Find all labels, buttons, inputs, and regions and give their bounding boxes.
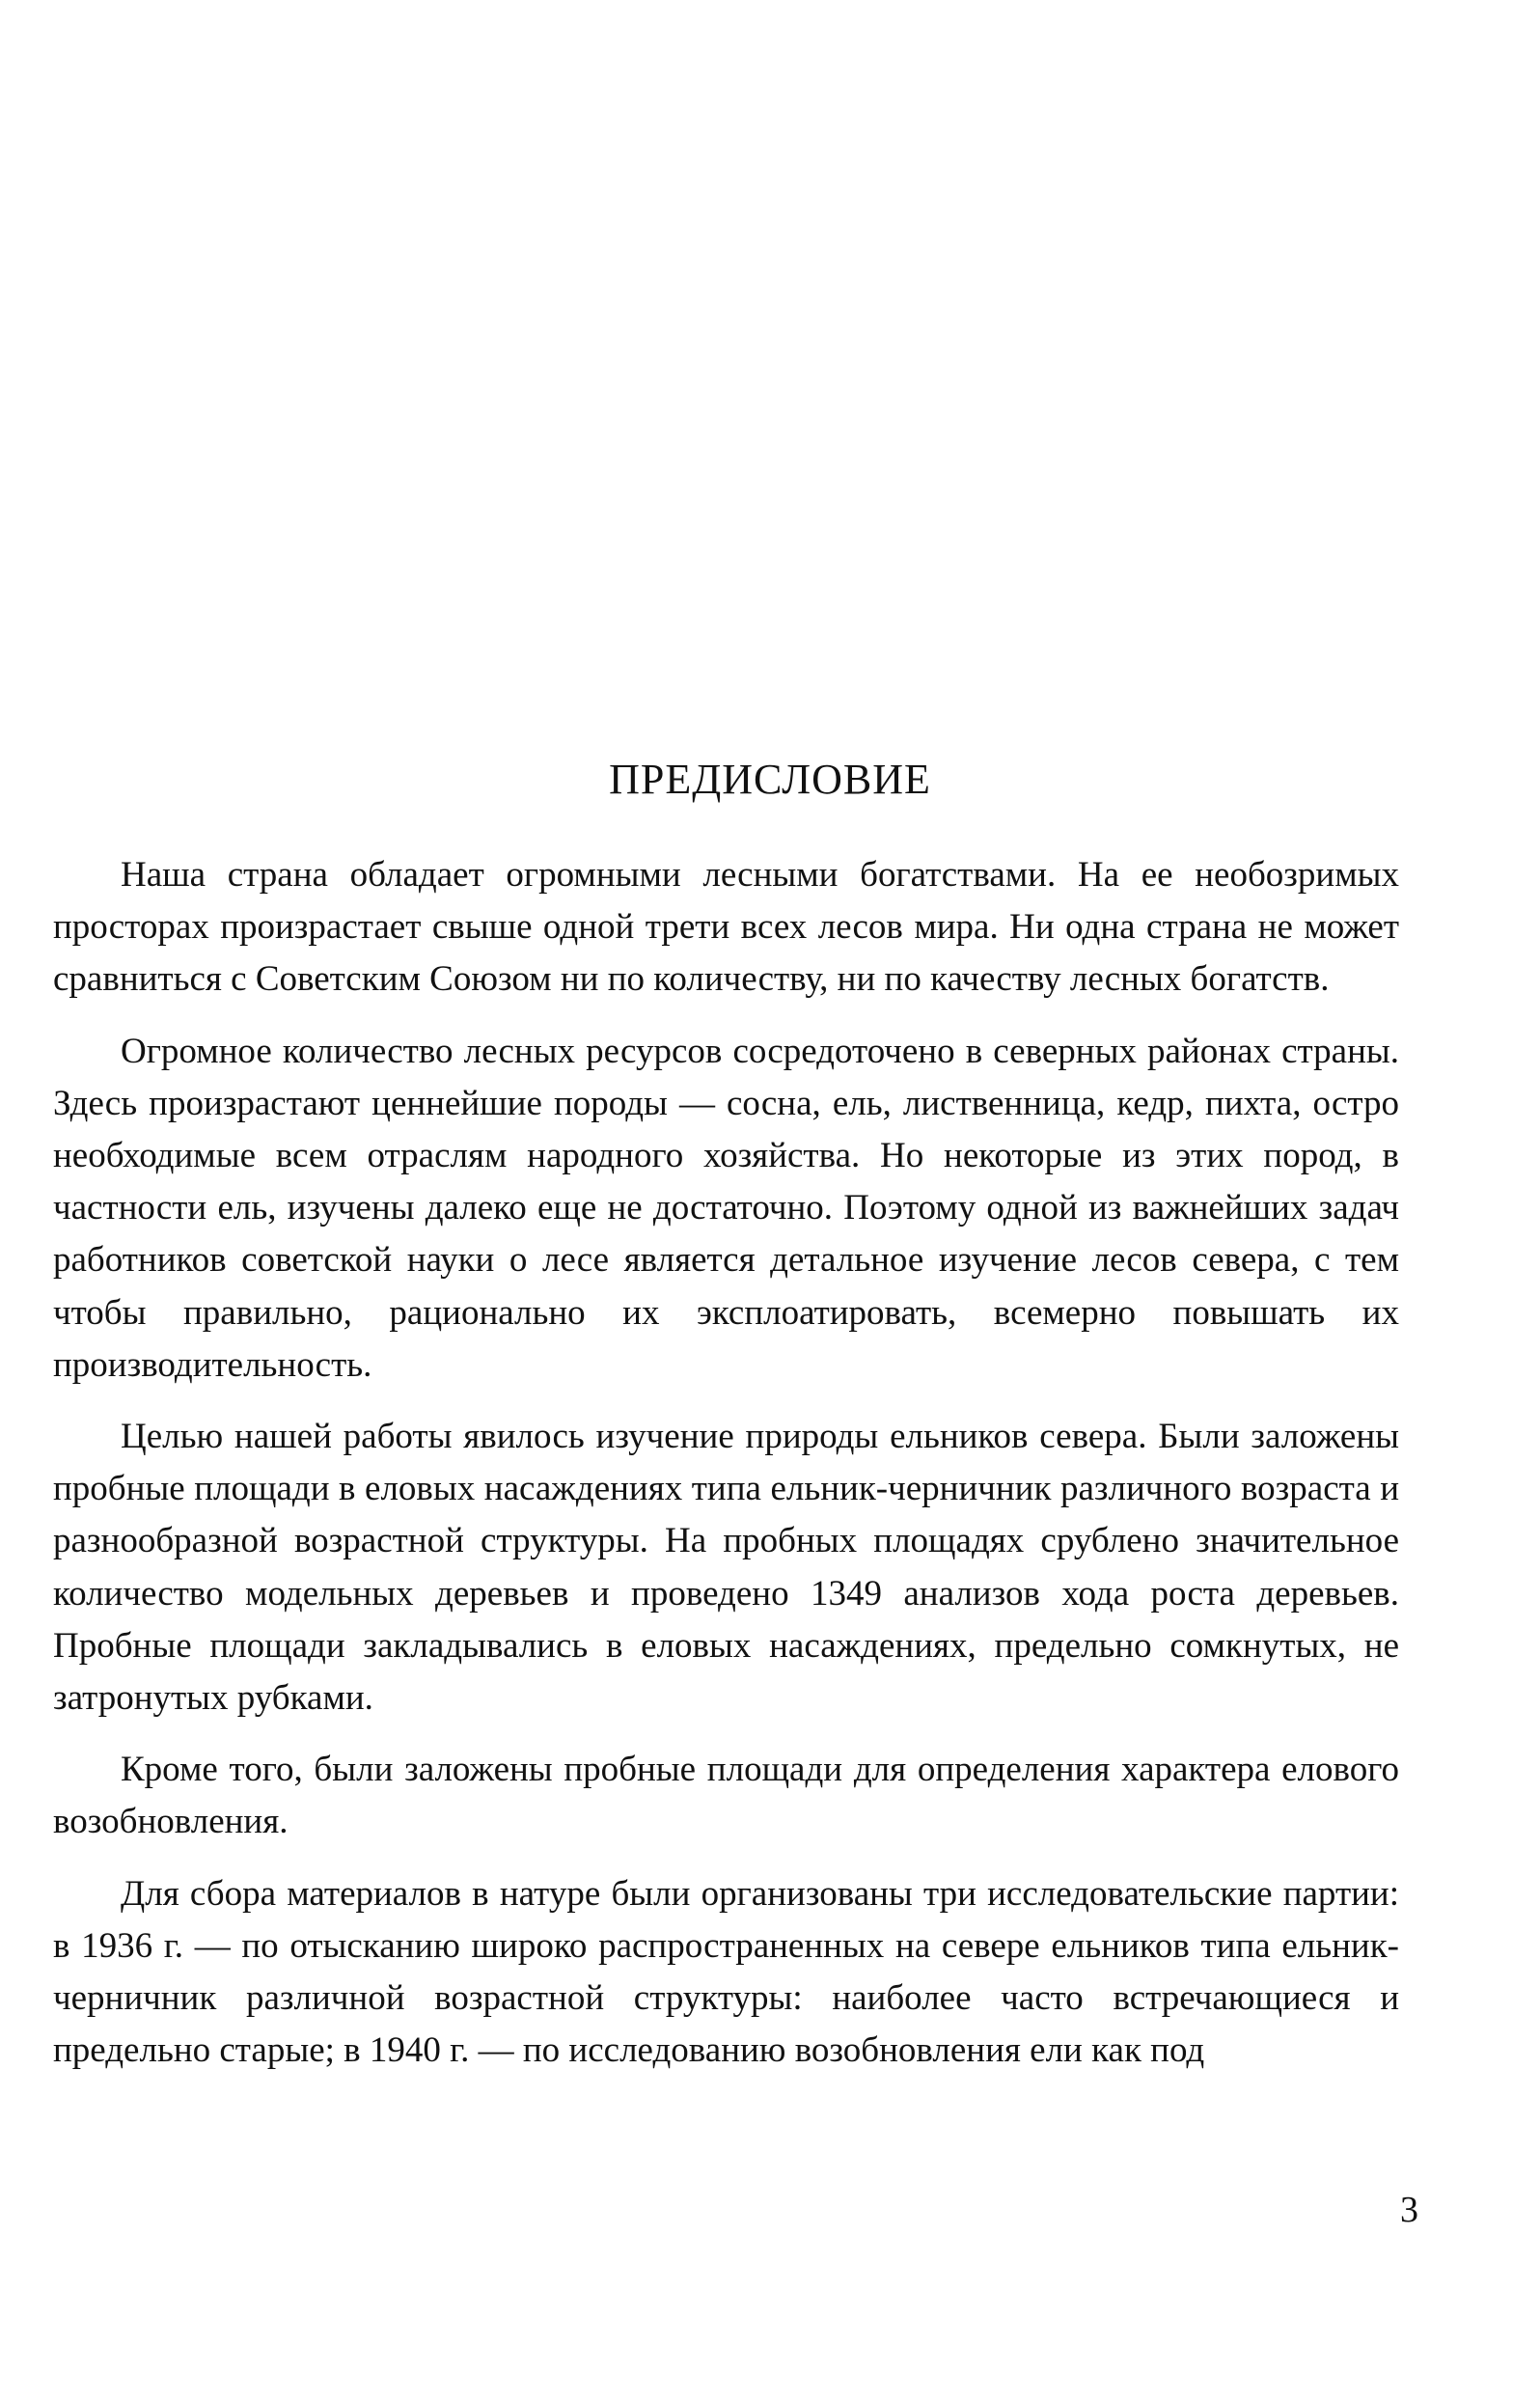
page-title: ПРЕДИСЛОВИЕ [609, 756, 931, 803]
page-number: 3 [1400, 2190, 1418, 2230]
paragraph-1: Наша страна обладает огромными лесными богатствами. На ее необозримых просторах произрастает свыше одной трети всех лесов мира. Ни одна страна не может сравниться с Советским Союзом ни по количеству, ни по качеству лесных богатств. [53, 855, 1399, 1000]
paragraph-4: Кроме того, были заложены пробные площади для определения характера елового возобновления. [53, 1750, 1399, 1842]
paragraph-2: Огромное количество лесных ресурсов сосредоточено в северных районах страны. Здесь произрастают ценнейшие породы — сосна, ель, лиственница, кедр, пихта, остро необходимые всем отраслям народного хозяйства. Но некоторые из этих пород, в частности ель, изучены далеко еще не достаточно. Поэтому одной из важнейших задач работников советской науки о лесе является детальное изучение лесов севера, с тем чтобы правильно, рационально их эксплоатировать, всемерно повышать их производительность. [53, 1031, 1399, 1385]
body-text [53, 849, 1399, 2096]
paragraph-3: Целью нашей работы явилось изучение природы ельников севера. Были заложены пробные площади в еловых насаждениях типа ельник-черничник различного возраста и разнообразной возрастной структуры. На пробных площадях срублено значительное количество модельных деревьев и проведено 1349 анализов хода роста деревьев. Пробные площади закладывались в еловых насаждениях, предельно сомкнутых, не затронутых рубками. [53, 1417, 1399, 1719]
paragraph-5: Для сбора материалов в натуре были организованы три исследовательские партии: в 1936 г. — по отысканию широко распространенных на севере ельников типа ельник-черничник различной возрастной структуры: наиболее часто встречающиеся и предельно старые; в 1940 г. — по исследованию возобновления ели как под [53, 1873, 1399, 2071]
